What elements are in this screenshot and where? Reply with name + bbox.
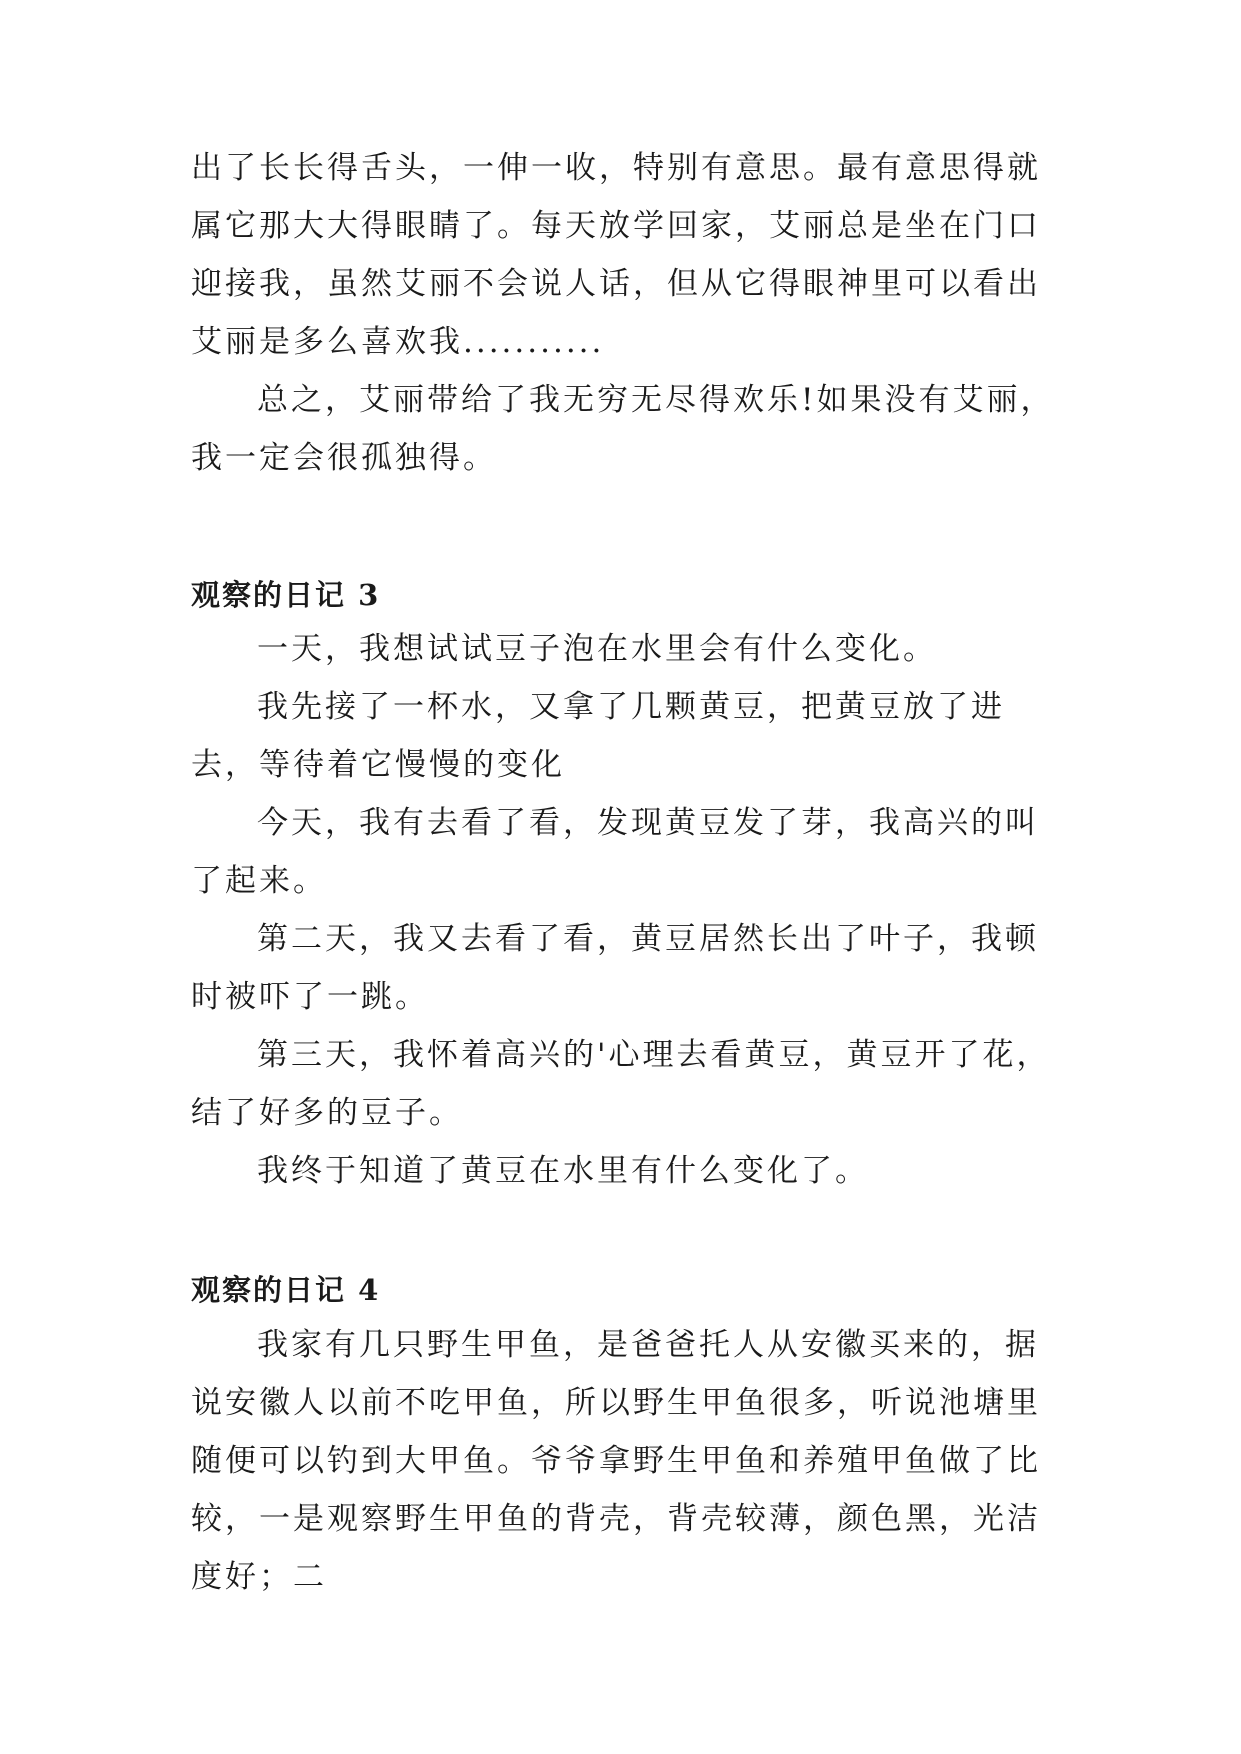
- entry-title-3: 观察的日记 3: [191, 578, 381, 612]
- paragraph: 第三天，我怀着高兴的'心理去看黄豆，黄豆开了花，结了好多的豆子。: [191, 1037, 1051, 1131]
- paragraph: 第二天，我又去看了看，黄豆居然长出了叶子，我顿时被吓了一跳。: [191, 921, 1039, 1015]
- paragraph: 今天，我有去看了看，发现黄豆发了芽，我高兴的叫了起来。: [191, 805, 1039, 899]
- section-2-tail: [191, 139, 1071, 487]
- section-4-body: [191, 1316, 1071, 1606]
- paragraph: 我家有几只野生甲鱼，是爸爸托人从安徽买来的，据说安徽人以前不吃甲鱼，所以野生甲鱼很多，听说池塘里随便可以钓到大甲鱼。爷爷拿野生甲鱼和养殖甲鱼做了比较，一是观察野生甲鱼的背壳，背壳较薄，颜色黑，光洁度好；二: [191, 1327, 1041, 1595]
- paragraph: 出了长长得舌头，一伸一收，特别有意思。最有意思得就属它那大大得眼睛了。每天放学回家，艾丽总是坐在门口迎接我，虽然艾丽不会说人话，但从它得眼神里可以看出艾丽是多么喜欢我...........: [191, 150, 1041, 360]
- paragraph: 总之，艾丽带给了我无穷无尽得欢乐!如果没有艾丽，我一定会很孤独得。: [191, 382, 1055, 476]
- section-3-body: [191, 620, 1071, 1200]
- paragraph: 我终于知道了黄豆在水里有什么变化了。: [257, 1153, 869, 1189]
- paragraph: 我先接了一杯水，又拿了几颗黄豆，把黄豆放了进去，等待着它慢慢的变化: [191, 689, 1005, 783]
- paragraph: 一天，我想试试豆子泡在水里会有什么变化。: [257, 631, 937, 667]
- entry-title-4: 观察的日记 4: [191, 1273, 381, 1307]
